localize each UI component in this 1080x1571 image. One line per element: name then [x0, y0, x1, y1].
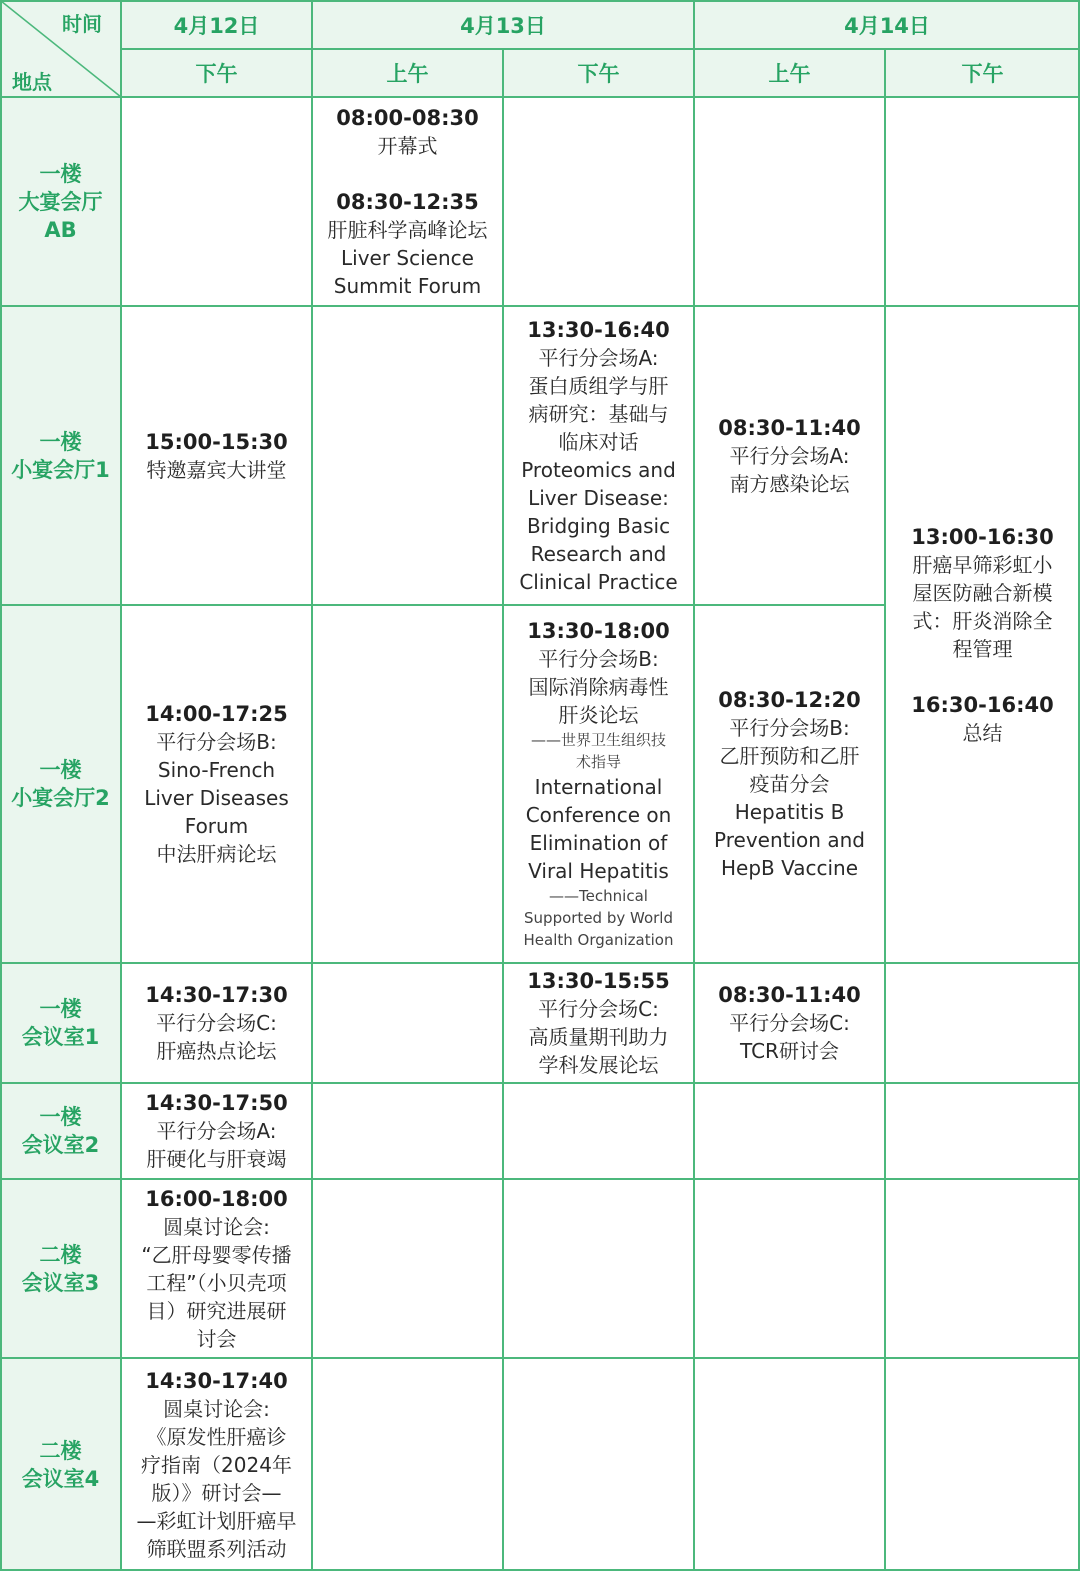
- day-header-2: 4月13日: [312, 0, 694, 49]
- session-line: 平行分会场C:: [156, 1011, 277, 1035]
- session-note: ——世界卫生组织技: [530, 731, 666, 749]
- location-room: 会议室2: [21, 1133, 100, 1157]
- session-liver-cancer: [121, 963, 312, 1083]
- session-title: 肝脏科学高峰论坛: [327, 217, 488, 242]
- session-time: 16:00-18:00: [145, 1186, 288, 1211]
- location-cell: [0, 605, 121, 963]
- session-line: Liver Disease:: [528, 485, 669, 510]
- location-cell: [0, 97, 121, 306]
- session-hepb: [694, 605, 885, 963]
- corner-time-label: 时间: [62, 12, 102, 36]
- session-line: Clinical Practice: [519, 569, 678, 594]
- location-room: 会议室4: [21, 1466, 100, 1491]
- session-roundtable-1: [121, 1179, 312, 1358]
- location-floor: 一楼: [39, 161, 82, 186]
- session-time: 15:00-15:30: [145, 429, 288, 454]
- day-header-1: 4月12日: [121, 0, 312, 49]
- session-line: 版）》研讨会—: [151, 1480, 282, 1505]
- session-guest-lecture: [121, 306, 312, 605]
- session-time: 13:30-15:55: [527, 969, 670, 993]
- location-cell: [0, 1179, 121, 1358]
- session-line: Hepatitis B: [734, 800, 845, 824]
- session-line: Liver Diseases: [144, 786, 289, 810]
- session-time: 14:30-17:50: [145, 1091, 288, 1115]
- session-line: 筛联盟系列活动: [146, 1536, 287, 1561]
- session-line: Viral Hepatitis: [528, 859, 669, 883]
- corner-place-label: 地点: [12, 70, 52, 94]
- session-line: Forum: [184, 814, 249, 838]
- session-time: 13:30-16:40: [527, 317, 670, 342]
- location-room: 小宴会厅1: [11, 457, 110, 482]
- location-cell: [0, 1083, 121, 1179]
- session-south-forum: [694, 306, 885, 605]
- session-line: 临床对话: [558, 429, 639, 454]
- session-sino-french: [121, 605, 312, 963]
- session-line: 圆桌讨论会:: [163, 1214, 270, 1239]
- location-floor: 一楼: [39, 429, 82, 454]
- half-header-3: 下午: [503, 49, 694, 97]
- location-cell: [0, 306, 121, 605]
- session-line: 平行分会场A:: [538, 345, 659, 370]
- session-line: 式：肝炎消除全: [912, 608, 1053, 633]
- session-time: 08:30-12:35: [336, 189, 479, 214]
- location-floor: 一楼: [39, 1105, 82, 1129]
- location-floor: 二楼: [39, 1438, 82, 1463]
- session-line: Sino-French: [157, 758, 276, 782]
- location-floor: 一楼: [39, 758, 82, 782]
- session-line: International: [534, 775, 663, 799]
- session-line: —彩虹计划肝癌早: [136, 1508, 297, 1533]
- session-journal: [503, 963, 694, 1083]
- session-line: 肝炎论坛: [558, 703, 639, 727]
- location-cell: [0, 963, 121, 1083]
- session-line: 《原发性肝癌诊: [146, 1424, 287, 1449]
- half-header-4: 上午: [694, 49, 885, 97]
- session-line: Conference on: [525, 803, 672, 827]
- session-line: 肝癌热点论坛: [156, 1039, 277, 1063]
- session-rainbow: [885, 306, 1080, 963]
- session-line: Elimination of: [529, 831, 668, 855]
- session-line: 肝癌早筛彩虹小: [912, 552, 1053, 577]
- session-line: Prevention and: [714, 828, 865, 852]
- session-time: 14:00-17:25: [145, 702, 288, 726]
- session-line: 肝硬化与肝衰竭: [146, 1147, 287, 1171]
- location-room: 小宴会厅2: [11, 786, 110, 810]
- session-line: 总结: [962, 720, 1003, 745]
- session-time: 08:30-12:20: [718, 688, 861, 712]
- session-tcr: [694, 963, 885, 1083]
- session-line: 国际消除病毒性: [528, 675, 669, 699]
- session-line: 目）研究进展研: [146, 1298, 287, 1323]
- session-note: ——Technical: [549, 887, 648, 905]
- location-room: 大宴会厅: [18, 189, 103, 214]
- session-line: 讨会: [196, 1326, 237, 1351]
- half-header-5: 下午: [885, 49, 1080, 97]
- location-extra: AB: [44, 217, 77, 242]
- session-line: 疫苗分会: [749, 772, 830, 796]
- session-line: Research and: [530, 541, 667, 566]
- day-header-3: 4月14日: [694, 0, 1080, 49]
- half-header-2: 上午: [312, 49, 503, 97]
- session-line: HepB Vaccine: [720, 856, 859, 880]
- session-time: 08:30-11:40: [718, 983, 861, 1007]
- session-line: 圆桌讨论会:: [163, 1396, 270, 1421]
- session-note: Supported by World: [524, 909, 673, 927]
- session-cirrhosis: [121, 1083, 312, 1179]
- session-line: 平行分会场C:: [729, 1011, 850, 1035]
- session-line: 平行分会场B:: [729, 716, 850, 740]
- session-line: 平行分会场B:: [156, 730, 277, 754]
- session-time: 13:00-16:30: [911, 524, 1054, 549]
- session-line: Proteomics and: [521, 457, 676, 482]
- session-line: “乙肝母婴零传播: [141, 1242, 292, 1267]
- session-proteomics: [503, 306, 694, 605]
- session-line: Bridging Basic: [526, 513, 671, 538]
- session-title-en: Summit Forum: [333, 273, 482, 298]
- session-viral-hepatitis: [503, 605, 694, 963]
- session-note: Health Organization: [523, 931, 674, 949]
- location-room: 会议室1: [21, 1025, 100, 1049]
- session-line: 南方感染论坛: [729, 471, 850, 496]
- session-roundtable-2: [121, 1358, 312, 1571]
- session-line: 中法肝病论坛: [156, 842, 277, 866]
- session-title: 开幕式: [377, 133, 438, 158]
- session-line: TCR研讨会: [740, 1039, 839, 1063]
- session-line: 病研究：基础与: [528, 401, 669, 426]
- session-line: 程管理: [952, 636, 1013, 661]
- session-line: 学科发展论坛: [538, 1053, 659, 1077]
- session-line: 乙肝预防和乙肝: [719, 744, 860, 768]
- corner-cell: [0, 0, 121, 97]
- session-time: 13:30-18:00: [527, 619, 670, 643]
- session-line: 平行分会场B:: [538, 647, 659, 671]
- session-time: 14:30-17:30: [145, 983, 288, 1007]
- session-line: 平行分会场A:: [729, 443, 850, 468]
- session-title: 特邀嘉宾大讲堂: [146, 457, 287, 482]
- session-opening-summit: [312, 97, 503, 306]
- session-line: 高质量期刊助力: [528, 1025, 669, 1049]
- session-line: 蛋白质组学与肝: [528, 373, 669, 398]
- session-time: 08:30-11:40: [718, 415, 861, 440]
- session-time: 16:30-16:40: [911, 692, 1054, 717]
- session-note: 术指导: [575, 753, 621, 771]
- session-line: 屋医防融合新模: [912, 580, 1053, 605]
- session-title-en: Liver Science: [341, 245, 474, 270]
- location-room: 会议室3: [21, 1270, 100, 1295]
- location-cell: [0, 1358, 121, 1571]
- session-line: 平行分会场A:: [156, 1119, 277, 1143]
- location-floor: 二楼: [39, 1242, 82, 1267]
- session-time: 08:00-08:30: [336, 105, 479, 130]
- half-header-1: 下午: [121, 49, 312, 97]
- session-line: 疗指南（2024年: [141, 1452, 292, 1477]
- session-time: 14:30-17:40: [145, 1368, 288, 1393]
- location-floor: 一楼: [39, 997, 82, 1021]
- session-line: 平行分会场C:: [538, 997, 659, 1021]
- session-line: 工程”（小贝壳项: [146, 1270, 287, 1295]
